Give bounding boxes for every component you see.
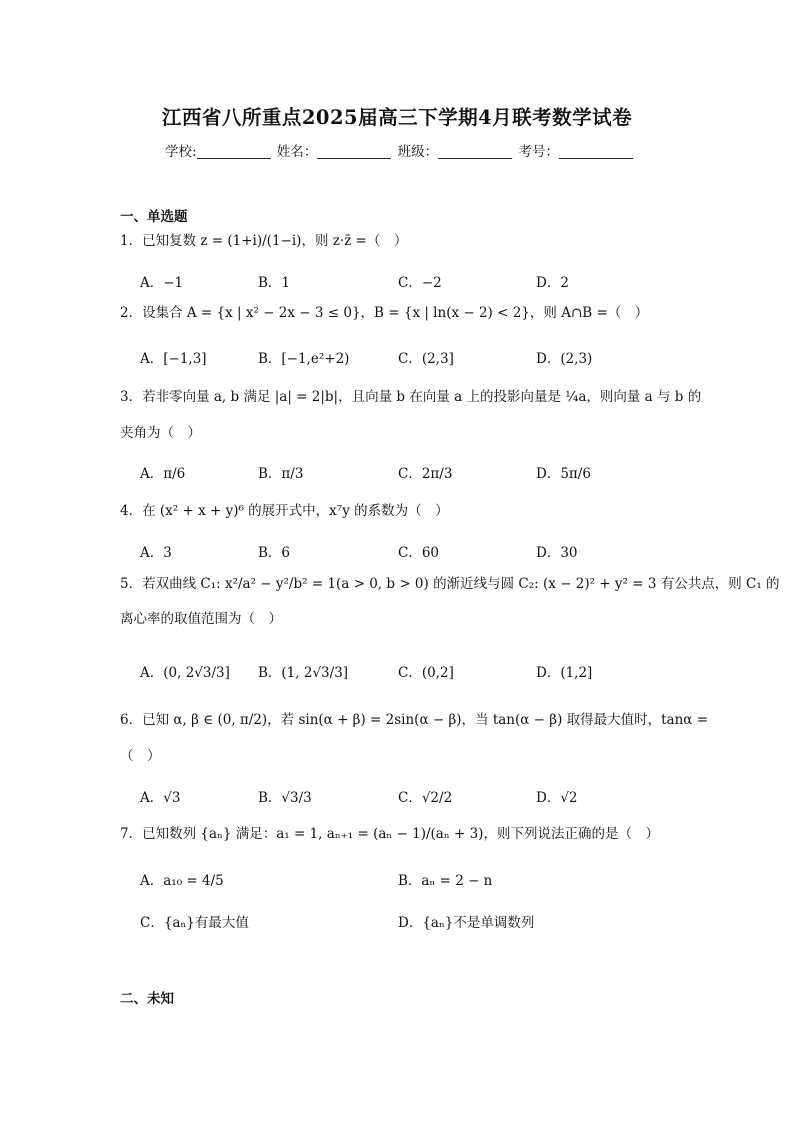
exam-number-blank[interactable] — [559, 144, 633, 159]
q6-option-c[interactable]: C．√2/2 — [398, 790, 453, 806]
q3-option-d[interactable]: D．5π/6 — [536, 466, 591, 482]
class-blank[interactable] — [438, 144, 512, 159]
q1-option-d[interactable]: D．2 — [536, 275, 569, 291]
q5-option-a[interactable]: A．(0, 2√3/3] — [140, 665, 230, 681]
q4-option-a[interactable]: A．3 — [140, 545, 172, 561]
school-label: 学校: — [165, 144, 197, 160]
class-label: 班级： — [397, 144, 439, 160]
q3-option-c[interactable]: C．2π/3 — [398, 466, 453, 482]
question-3: 3．若非零向量 a, b 满足 |a| = 2|b|，且向量 b 在向量 a 上的投影向量是 ¼a，则向量 a 与 b 的 — [120, 389, 702, 405]
q5-option-d[interactable]: D．(1,2] — [536, 665, 593, 681]
question-7: 7．已知数列 {aₙ} 满足：a₁ = 1, aₙ₊₁ = (aₙ − 1)/(aₙ + 3)，则下列说法正确的是（ ） — [120, 826, 659, 842]
q6-option-b[interactable]: B．√3/3 — [258, 790, 312, 806]
exam-number-label: 考号： — [518, 144, 559, 160]
section-heading-unknown: 二、未知 — [120, 991, 174, 1007]
q2-option-a[interactable]: A．[−1,3] — [140, 351, 207, 367]
q1-option-b[interactable]: B．1 — [258, 275, 291, 291]
section-heading-single-choice: 一、单选题 — [120, 209, 188, 225]
question-5: 5．若双曲线 C₁: x²/a² − y²/b² = 1(a > 0, b > 0) 的渐近线与圆 C₂: (x − 2)² + y² = 3 有公共点，则 C₁ 的 — [120, 576, 780, 592]
name-blank[interactable] — [317, 144, 391, 159]
q2-option-d[interactable]: D．(2,3) — [536, 351, 593, 367]
q7-option-b[interactable]: B．aₙ = 2 − n — [398, 873, 493, 889]
name-label: 姓名： — [276, 144, 318, 160]
q3-option-b[interactable]: B．π/3 — [258, 466, 304, 482]
question-6: 6．已知 α, β ∈ (0, π/2)，若 sin(α + β) = 2sin(α − β)，当 tan(α − β) 取得最大值时，tanα = — [120, 712, 709, 728]
exam-title: 江西省八所重点2025届高三下学期4月联考数学试卷 — [161, 106, 633, 129]
q6-option-a[interactable]: A．√3 — [140, 790, 181, 806]
question-2: 2．设集合 A = {x | x² − 2x − 3 ≤ 0}，B = {x | ln(x − 2) < 2}，则 A∩B =（ ） — [120, 305, 649, 321]
q1-option-a[interactable]: A．−1 — [140, 275, 184, 291]
question-3-line-2: 夹角为（ ） — [120, 425, 201, 441]
q1-option-c[interactable]: C．−2 — [398, 275, 442, 291]
q2-option-b[interactable]: B．[−1,e²+2) — [258, 351, 350, 367]
q5-option-c[interactable]: C．(0,2] — [398, 665, 454, 681]
student-info-line — [165, 140, 635, 160]
q7-option-d[interactable]: D．{aₙ}不是单调数列 — [398, 915, 535, 931]
question-6-line-2: （ ） — [120, 748, 161, 764]
q3-option-a[interactable]: A．π/6 — [140, 466, 186, 482]
q7-option-c[interactable]: C．{aₙ}有最大值 — [140, 915, 249, 931]
question-5-line-2: 离心率的取值范围为（ ） — [120, 611, 282, 627]
q4-option-c[interactable]: C．60 — [398, 545, 440, 561]
q4-option-d[interactable]: D．30 — [536, 545, 578, 561]
q2-option-c[interactable]: C．(2,3] — [398, 351, 454, 367]
question-1: 1．已知复数 z = (1+i)/(1−i)，则 z·z̄ =（ ） — [120, 233, 408, 249]
school-blank[interactable] — [197, 144, 271, 159]
question-4: 4．在 (x² + x + y)⁶ 的展开式中，x⁷y 的系数为（ ） — [120, 503, 449, 519]
q7-option-a[interactable]: A．a₁₀ = 4/5 — [140, 873, 224, 889]
q4-option-b[interactable]: B．6 — [258, 545, 291, 561]
q6-option-d[interactable]: D．√2 — [536, 790, 578, 806]
q5-option-b[interactable]: B．(1, 2√3/3] — [258, 665, 349, 681]
